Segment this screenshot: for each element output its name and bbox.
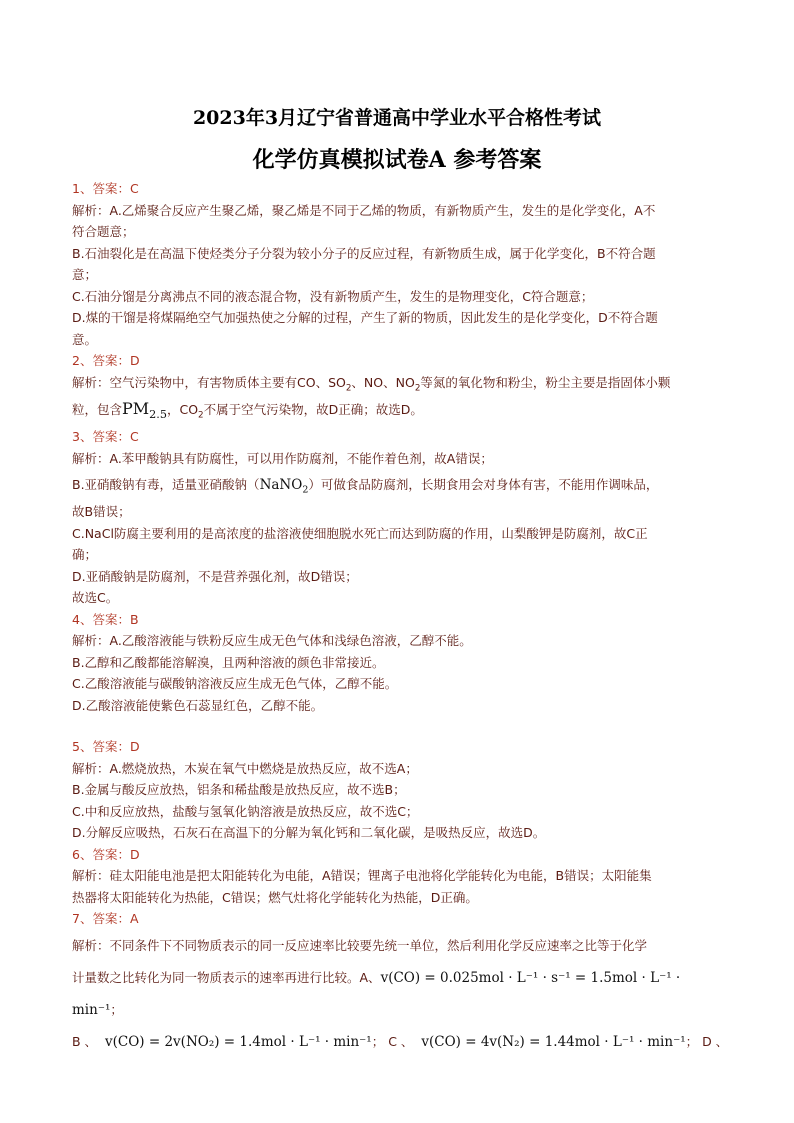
q3-line: 故选C。 — [72, 590, 119, 605]
q1-line: 意。 — [72, 331, 98, 347]
q1-line: B.石油裂化是在高温下使烃类分子分裂为较小分子的反应过程，有新物质生成，属于化学变化，B不符合题 — [72, 245, 656, 261]
q7-line: B 、 v(CO) = 2v(NO₂) = 1.4mol · L⁻¹ · min⁻¹； C 、 v(CO) = 4v(N₂) = 1.44mol · L⁻¹ · min⁻¹； D 、 — [72, 1033, 729, 1050]
q1-line: C.石油分馏是分离沸点不同的液态混合物，没有新物质产生，发生的是物理变化，C符合题意； — [72, 288, 594, 304]
q1-line: 符合题意； — [72, 224, 135, 239]
q6-line: 解析：硅太阳能电池是把太阳能转化为电能，A错误；锂离子电池将化学能转化为电能，B错误；太阳能集 — [72, 868, 652, 883]
exam-title: 2023年3月辽宁省普通高中学业水平合格性考试 — [192, 107, 602, 129]
q1-line: D.煤的干馏是将煤隔绝空气加强热使之分解的过程，产生了新的物质，因此发生的是化学变化，D不符合题 — [72, 310, 658, 325]
q2-line: 粒，包含$PM_{2.5}$，$CO_2$不属于空气污染物，故D正确；故选D。 — [72, 399, 423, 422]
q5-answer: 5、答案：D — [72, 739, 140, 754]
answer-content — [72, 178, 732, 1058]
q5-line: D.分解反应吸热，石灰石在高温下的分解为氧化钙和二氧化碳，是吸热反应，故选D。 — [72, 825, 546, 840]
spacer — [72, 716, 732, 736]
q3-line: 确； — [72, 547, 98, 562]
q6-line: 热器将太阳能转化为热能，C错误；燃气灶将化学能转化为热能，D正确。 — [72, 889, 478, 905]
q2-line: 解析：空气污染物中，有害物质体主要有CO、$SO_2$、NO、$NO_2$等氮的氧化物和粉尘，粉尘主要是指固体小颗 — [72, 374, 671, 393]
q3-line: C.NaCl防腐主要利用的是高浓度的盐溶液使细胞脱水死亡而达到防腐的作用，山梨酸钾是防腐剂，故C正 — [72, 525, 648, 541]
q4-line: C.乙酸溶液能与碳酸钠溶液反应生成无色气体，乙醇不能。 — [72, 676, 398, 691]
q7-line: 解析：不同条件下不同物质表示的同一反应速率比较要先统一单位，然后利用化学反应速率之比等于化学 — [72, 937, 648, 953]
q3-line: B.亚硝酸钠有毒，适量亚硝酸钠（NaNO$_2$）可做食品防腐剂，长期食用会对身体有害，不能用作调味品， — [72, 477, 659, 496]
q1-line: 意； — [72, 267, 98, 282]
answer-key-title: 化学仿真模拟试卷A 参考答案 — [252, 147, 542, 173]
q4-answer: 4、答案：B — [72, 611, 139, 627]
q7-answer: 7、答案：A — [72, 911, 139, 926]
q5-line: 解析：A.燃烧放热，木炭在氧气中燃烧是放热反应，故不选A； — [72, 760, 418, 776]
q5-line: B.金属与酸反应放热，铝条和稀盐酸是放热反应，故不选B； — [72, 782, 406, 797]
q3-line: 故B错误； — [72, 504, 131, 519]
q5-line: C.中和反应放热，盐酸与氢氧化钠溶液是放热反应，故不选C； — [72, 803, 419, 819]
q4-line: B.乙醇和乙酸都能溶解溴，且两种溶液的颜色非常接近。 — [72, 654, 385, 670]
q2-answer: 2、答案：D — [72, 353, 140, 368]
q1-line: 解析：A.乙烯聚合反应产生聚乙烯，聚乙烯是不同于乙烯的物质，有新物质产生，发生的是化学变化，A不 — [72, 202, 656, 218]
q3-line: 解析：A.苯甲酸钠具有防腐性，可以用作防腐剂，不能作着色剂，故A错误； — [72, 450, 493, 466]
q3-line: D.亚硝酸钠是防腐剂，不是营养强化剂，故D错误； — [72, 568, 358, 584]
q4-line: 解析：A.乙酸溶液能与铁粉反应生成无色气体和浅绿色溶液，乙醇不能。 — [72, 633, 472, 648]
q7-line: 计量数之比转化为同一物质表示的速率再进行比较。A、v(CO) = 0.025mol · L⁻¹ · s⁻¹ = 1.5mol · L⁻¹ · min⁻¹； — [72, 969, 681, 1018]
q1-answer: 1、答案：C — [72, 181, 139, 196]
equation-a: v(CO) = 0.025mol · L⁻¹ · s⁻¹ = 1.5mol · L⁻¹ · min⁻¹ — [72, 969, 681, 1018]
q4-line: D.乙酸溶液能使紫色石蕊显红色，乙醇不能。 — [72, 697, 324, 713]
q3-answer: 3、答案：C — [72, 429, 139, 444]
equation-b: v(CO) = 2v(NO₂) = 1.4mol · L⁻¹ · min⁻¹ — [105, 1033, 372, 1050]
q6-answer: 6、答案：D — [72, 846, 140, 862]
equation-c: v(CO) = 4v(N₂) = 1.44mol · L⁻¹ · min⁻¹ — [421, 1033, 686, 1050]
